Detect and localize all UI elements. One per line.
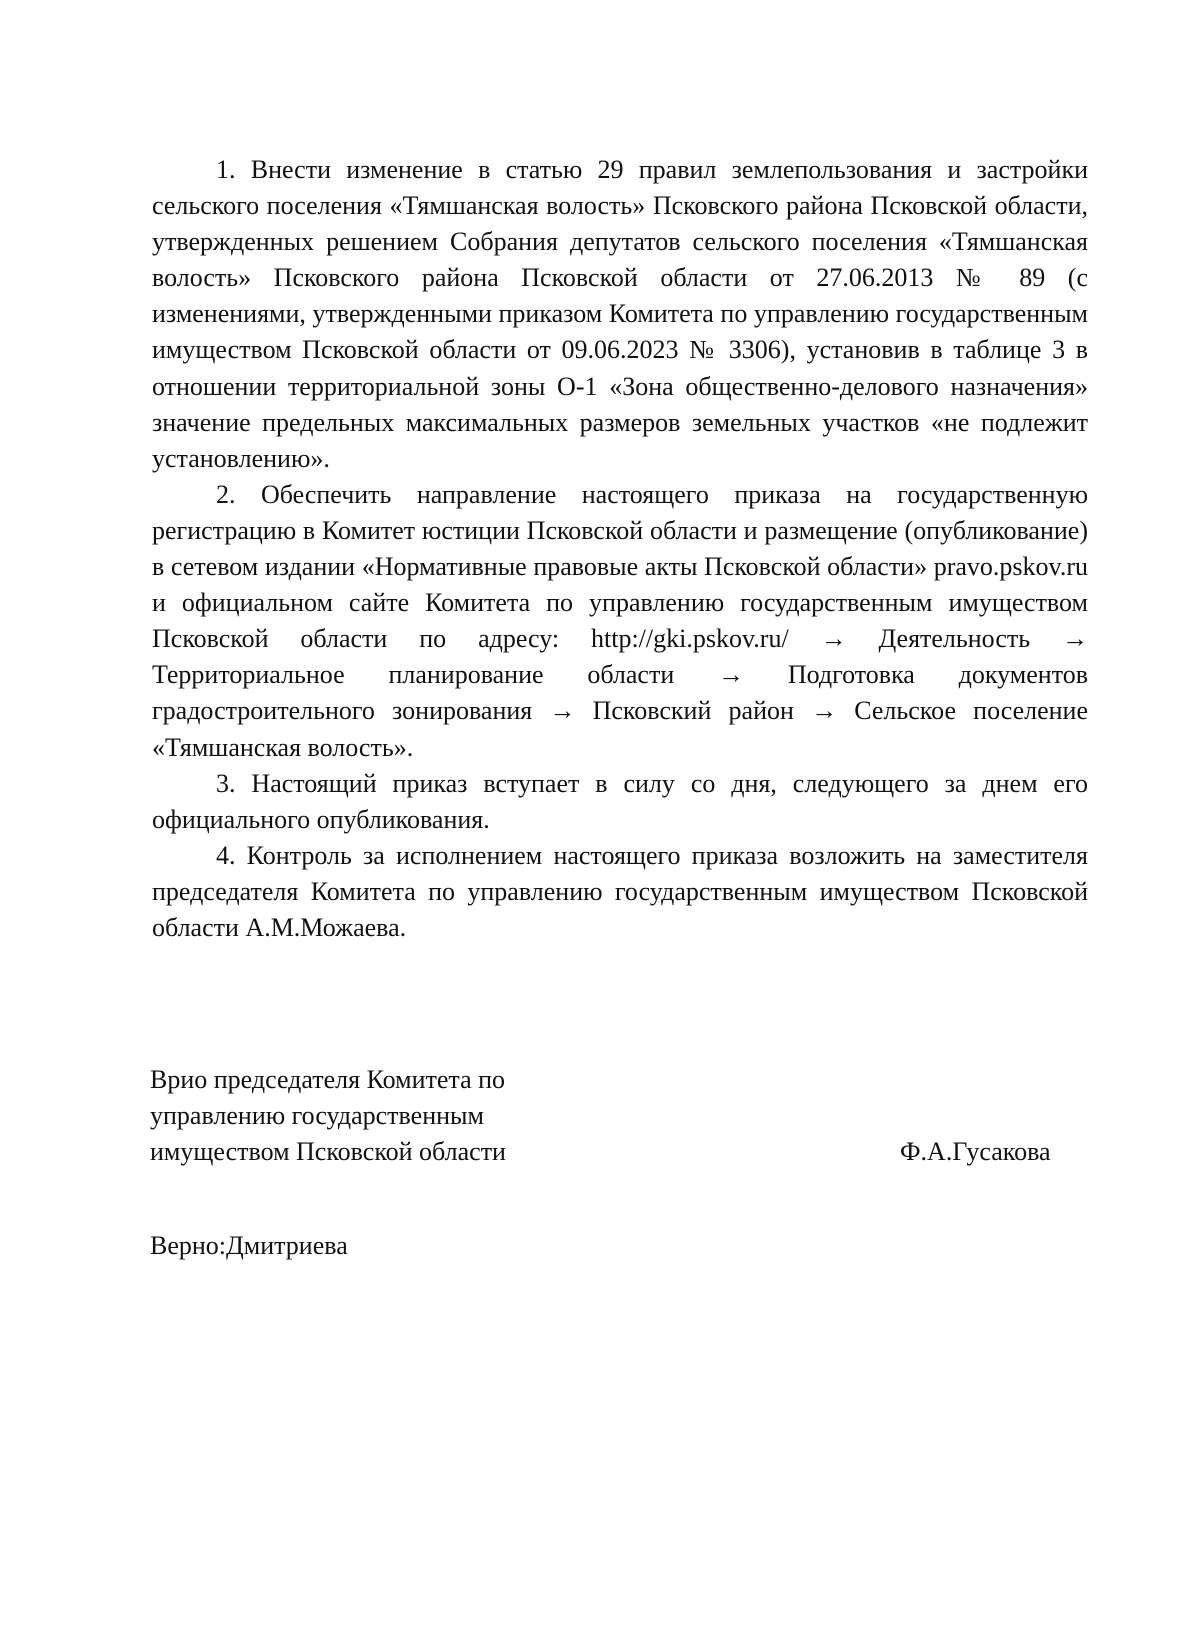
signatory-name: Ф.А.Гусакова bbox=[900, 1137, 1051, 1166]
document-body bbox=[152, 152, 1088, 946]
paragraph-3: 3. Настоящий приказ вступает в силу со дня, следующего за днем его официального опубликования. bbox=[152, 768, 1088, 834]
signatory-position-line-3: имуществом Псковской области bbox=[150, 1137, 506, 1166]
signatory-position bbox=[150, 1062, 710, 1170]
paragraph-1: 1. Внести изменение в статью 29 правил землепользования и застройки сельского поселения «Тямшанская волость» Псковского района Псковской области, утвержденных решением Собрания депутатов сельского поселения «Тямшанская волость» Псковского района Псковской области от 27.06.2013 № 89 (с изменениями, утвержденными приказом Комитета по управлению государственным имуществом Псковской области от 09.06.2023 № 3306), установив в таблице 3 в отношении территориальной зоны О-1 «Зона общественно-делового назначения» значение предельных максимальных размеров земельных участков «не подлежит установлению». bbox=[152, 155, 1088, 473]
signatory-position-line-1: Врио председателя Комитета по bbox=[150, 1065, 506, 1094]
signatory-position-line-2: управлению государственным bbox=[150, 1101, 484, 1130]
paragraph-4: 4. Контроль за исполнением настоящего приказа возложить на заместителя председателя Комитета по управлению государственным имуществом Псковской области А.М.Можаева. bbox=[152, 840, 1088, 942]
certification-note: Верно:Дмитриева bbox=[150, 1231, 348, 1260]
signature-block bbox=[150, 1062, 1090, 1170]
paragraph-2: 2. Обеспечить направление настоящего приказа на государственную регистрацию в Комитет юстиции Псковской области и размещение (опубликование) в сетевом издании «Нормативные правовые акты Псковской области» pravo.pskov.ru и официальном сайте Комитета по управлению государственным имуществом Псковской области по адресу: http://gki.pskov.ru/ → Деятельность → Территориальное планирование области → Подготовка документов градостроительного зонирования → Псковский район → Сельское поселение «Тямшанская волость». bbox=[152, 479, 1088, 762]
